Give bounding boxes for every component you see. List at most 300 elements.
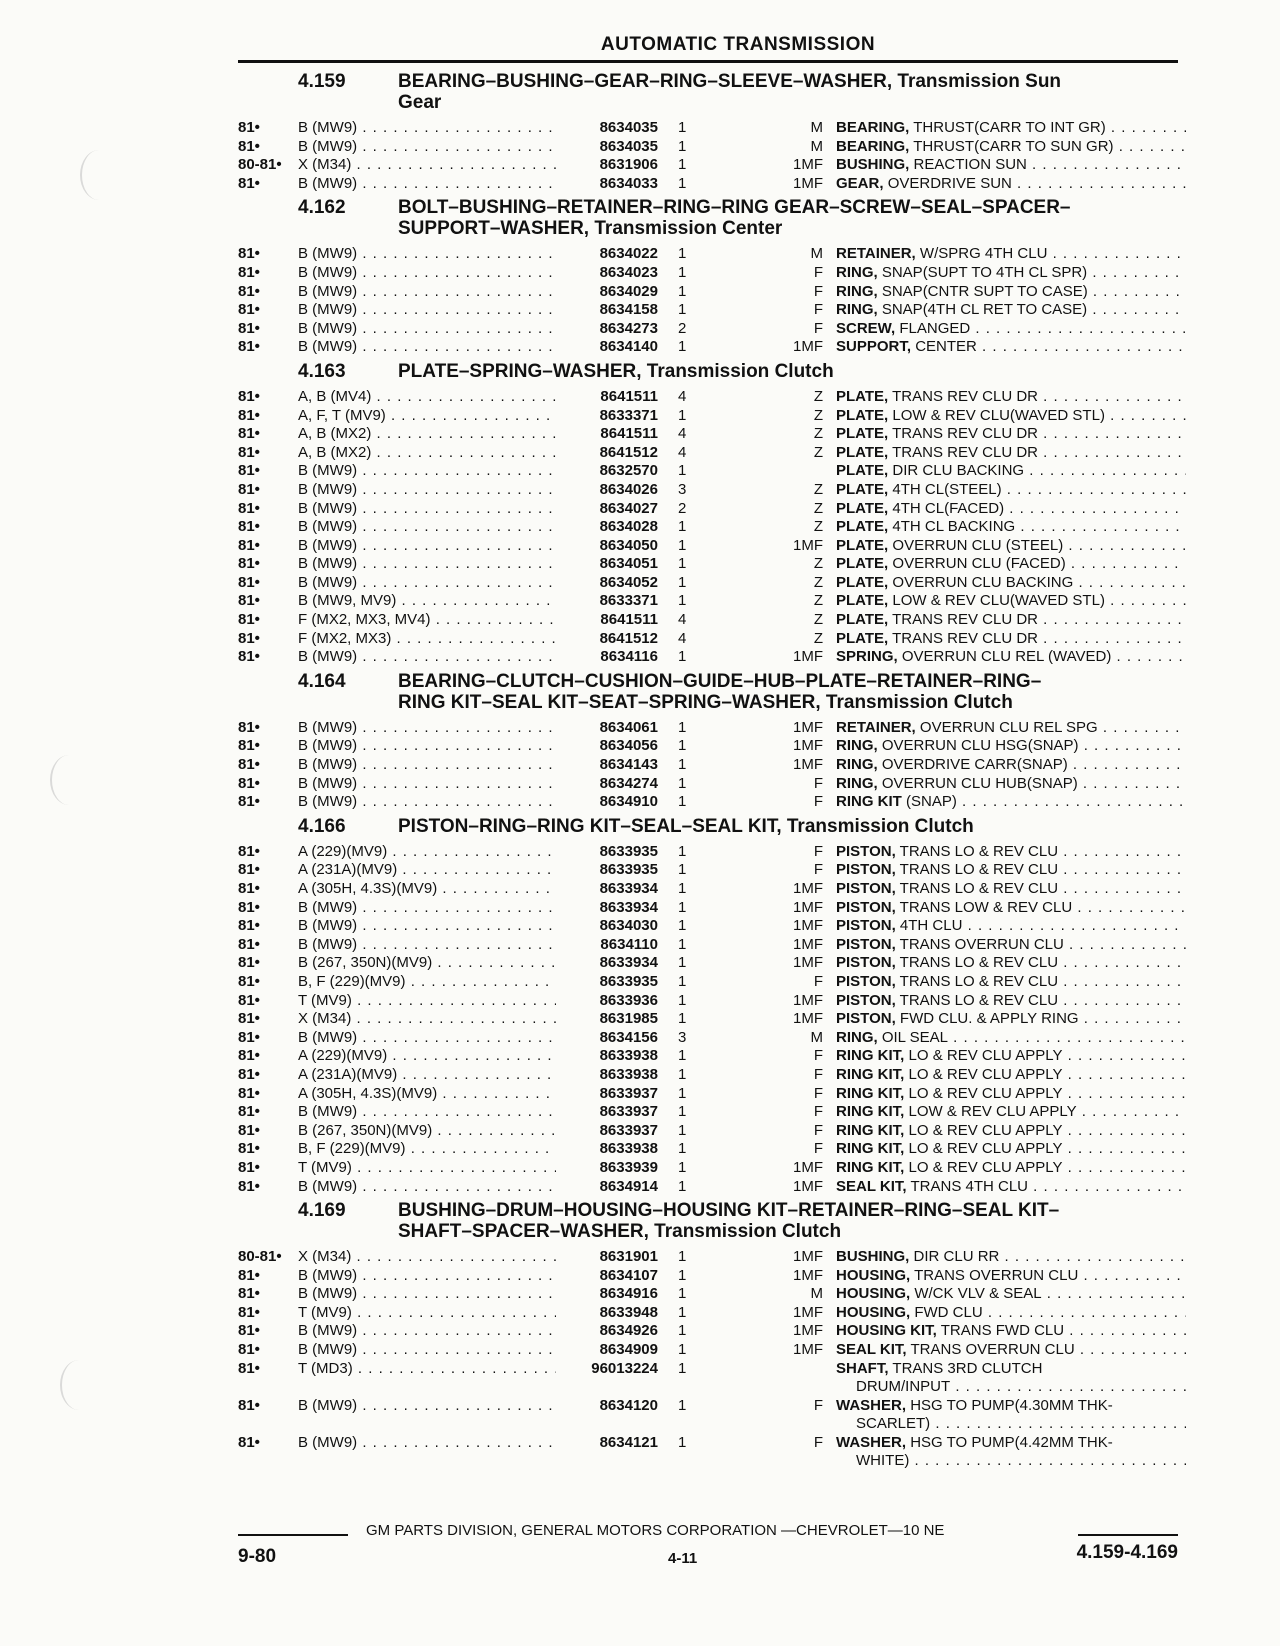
part-name: RING, — [836, 756, 878, 774]
application: A (305H, 4.3S)(MV9) . . . — [298, 880, 556, 898]
part-description — [836, 611, 1186, 629]
part-description — [836, 481, 1186, 499]
part-row — [238, 1267, 1178, 1286]
quantity: 4 — [678, 629, 687, 647]
model-year: 81• — [238, 1341, 260, 1359]
part-row — [238, 388, 1178, 407]
model-year: 80-81• — [238, 156, 282, 174]
punch-hole-mark — [80, 150, 118, 200]
part-description — [836, 1341, 1186, 1359]
part-name: PISTON, — [836, 954, 896, 972]
part-row — [238, 1434, 1178, 1471]
part-detail: TRANS REV CLU DR . . . — [892, 611, 1186, 628]
source-code: 1MF — [793, 156, 823, 174]
part-description — [836, 425, 1186, 443]
part-number: 8634140 — [599, 338, 658, 356]
quantity: 1 — [678, 1121, 687, 1139]
quantity: 1 — [678, 774, 687, 792]
part-detail: OVERRUN CLU REL (WAVED) . . . — [902, 648, 1186, 665]
part-name: SPRING, — [836, 648, 898, 666]
quantity: 1 — [678, 1084, 687, 1102]
part-number: 8634030 — [599, 917, 658, 935]
part-row — [238, 138, 1178, 157]
part-number: 8633938 — [599, 1065, 658, 1083]
source-code: Z — [813, 406, 823, 424]
model-year: 81• — [238, 555, 260, 573]
source-code: F — [813, 263, 823, 281]
model-year: 81• — [238, 480, 260, 498]
model-year: 81• — [238, 991, 260, 1009]
part-detail: W/CK VLV & SEAL . . . — [914, 1285, 1186, 1302]
part-number: 8634926 — [599, 1322, 658, 1340]
model-year: 81• — [238, 573, 260, 591]
part-description — [836, 1322, 1186, 1340]
part-detail: OVERRUN CLU HSG(SNAP) . . . — [882, 737, 1186, 754]
application: B (MW9, MV9) . . . — [298, 592, 556, 610]
part-description — [836, 936, 1186, 954]
part-number: 8634107 — [599, 1266, 658, 1284]
model-year: 81• — [238, 954, 260, 972]
part-name: WASHER, — [836, 1396, 907, 1414]
part-row — [238, 245, 1178, 264]
part-number: 8632570 — [599, 462, 658, 480]
part-description — [836, 301, 1186, 319]
source-code: F — [813, 1047, 823, 1065]
source-code: 1MF — [793, 1248, 823, 1266]
part-row — [238, 537, 1178, 556]
model-year: 81• — [238, 718, 260, 736]
part-detail-continued: DRUM/INPUT . . . — [836, 1378, 1186, 1396]
source-code: F — [813, 1084, 823, 1102]
part-row — [238, 518, 1178, 537]
application: B (MW9) . . . — [298, 936, 556, 954]
model-year: 81• — [238, 1177, 260, 1195]
application: A, B (MV4) . . . — [298, 388, 556, 406]
part-name: PLATE, — [836, 536, 889, 554]
part-detail: TRANS 3RD CLUTCH — [892, 1359, 1043, 1377]
part-name: PISTON, — [836, 880, 896, 897]
part-detail: OVERDRIVE SUN . . . — [888, 175, 1186, 192]
part-detail: TRANS LOW & REV CLU . . . — [900, 899, 1186, 916]
part-description — [836, 138, 1186, 156]
quantity: 1 — [678, 592, 687, 610]
application: X (M34) . . . — [298, 1248, 556, 1266]
part-description — [836, 1066, 1186, 1084]
model-year: 81• — [238, 861, 260, 879]
quantity: 2 — [678, 499, 687, 517]
application: B (MW9) . . . — [298, 175, 556, 193]
part-detail: TRANS REV CLU DR . . . — [892, 444, 1186, 461]
quantity: 1 — [678, 648, 687, 666]
application: A, B (MX2) . . . — [298, 425, 556, 443]
part-description — [836, 756, 1186, 774]
part-row — [238, 1341, 1178, 1360]
part-number: 8633937 — [599, 1103, 658, 1121]
model-year: 81• — [238, 1103, 260, 1121]
part-number: 8633371 — [599, 592, 658, 610]
part-description — [836, 719, 1186, 737]
part-row — [238, 338, 1178, 357]
part-description — [836, 1248, 1186, 1266]
part-number: 8634027 — [599, 499, 658, 517]
quantity: 1 — [678, 1285, 687, 1303]
part-detail: OIL SEAL . . . — [882, 1029, 1186, 1046]
application: T (MD3) . . . — [298, 1360, 556, 1378]
part-description — [836, 1360, 1186, 1378]
part-number: 8633934 — [599, 954, 658, 972]
part-description — [836, 1103, 1186, 1121]
part-row — [238, 1140, 1178, 1159]
source-code: F — [813, 319, 823, 337]
part-description — [836, 320, 1186, 338]
application: B (MW9) . . . — [298, 301, 556, 319]
application: A, F, T (MV9) . . . — [298, 407, 556, 425]
quantity: 4 — [678, 425, 687, 443]
part-row — [238, 555, 1178, 574]
part-number: 8634026 — [599, 480, 658, 498]
model-year: 81• — [238, 1121, 260, 1139]
application: B (MW9) . . . — [298, 775, 556, 793]
part-row — [238, 880, 1178, 899]
model-year: 81• — [238, 1303, 260, 1321]
part-detail: 4TH CLU . . . — [900, 917, 1186, 934]
source-code: M — [810, 245, 823, 263]
model-year: 81• — [238, 935, 260, 953]
quantity: 1 — [678, 1010, 687, 1028]
part-detail: TRANS FWD CLU . . . — [941, 1322, 1186, 1339]
source-code: Z — [813, 499, 823, 517]
quantity: 1 — [678, 880, 687, 897]
page-footer — [238, 1522, 1178, 1566]
part-name: PISTON, — [836, 1010, 896, 1028]
source-code: Z — [813, 387, 823, 405]
part-description — [836, 843, 1186, 861]
part-number: 8634143 — [599, 756, 658, 774]
part-number: 8633935 — [599, 842, 658, 860]
model-year: 81• — [238, 518, 260, 536]
part-detail: HSG TO PUMP(4.30MM THK- — [910, 1396, 1113, 1414]
source-code: F — [813, 1065, 823, 1083]
source-code: 1MF — [793, 1177, 823, 1195]
part-detail: LO & REV CLU APPLY . . . — [909, 1047, 1186, 1064]
part-detail: FLANGED . . . — [899, 320, 1186, 337]
part-name: SEAL KIT, — [836, 1341, 907, 1359]
part-detail: TRANS REV CLU DR . . . — [892, 388, 1186, 405]
quantity: 1 — [678, 174, 687, 192]
part-detail: TRANS LO & REV CLU . . . — [900, 973, 1186, 990]
part-detail: TRANS LO & REV CLU . . . — [900, 861, 1186, 878]
model-year: 81• — [238, 338, 260, 356]
part-row — [238, 630, 1178, 649]
part-detail: LO & REV CLU APPLY . . . — [909, 1140, 1186, 1157]
footer-section-range: 4.159-4.169 — [1076, 1542, 1178, 1563]
model-year: 81• — [238, 793, 260, 811]
part-description — [836, 518, 1186, 536]
part-name: PISTON, — [836, 898, 896, 916]
source-code: F — [813, 972, 823, 990]
part-name: HOUSING, — [836, 1285, 911, 1303]
part-name: RING KIT, — [836, 1140, 905, 1158]
section-number: 4.159 — [298, 71, 346, 92]
part-row — [238, 574, 1178, 593]
part-name: PISTON, — [836, 842, 896, 860]
part-row — [238, 611, 1178, 630]
part-detail: TRANS LO & REV CLU . . . — [900, 992, 1186, 1009]
part-description — [836, 462, 1186, 480]
part-name: PLATE, — [836, 629, 889, 647]
quantity: 1 — [678, 898, 687, 916]
application: B (MW9) . . . — [298, 1322, 556, 1340]
part-description — [836, 1122, 1186, 1140]
quantity: 1 — [678, 1303, 687, 1321]
part-detail: TRANS OVERRUN CLU . . . — [900, 936, 1186, 953]
part-number: 8633935 — [599, 861, 658, 879]
quantity: 1 — [678, 338, 687, 356]
part-row — [238, 1010, 1178, 1029]
part-description — [836, 1397, 1186, 1415]
part-number: 8634028 — [599, 518, 658, 536]
source-code: F — [813, 282, 823, 300]
part-name: RING KIT, — [836, 1084, 905, 1102]
source-code: F — [813, 1121, 823, 1139]
part-description — [836, 630, 1186, 648]
part-number: 8634156 — [599, 1028, 658, 1046]
model-year: 81• — [238, 880, 260, 897]
section-4-163 — [238, 361, 1178, 667]
part-name: RING, — [836, 301, 878, 319]
part-detail-continued: WHITE) . . . — [836, 1452, 1186, 1470]
application: B (MW9) . . . — [298, 555, 556, 573]
section-title: PLATE–SPRING–WASHER, Transmission Clutch — [398, 360, 834, 382]
model-year: 81• — [238, 1359, 260, 1377]
quantity: 4 — [678, 387, 687, 405]
part-number: 8641511 — [600, 611, 658, 629]
part-description — [836, 245, 1186, 263]
model-year: 81• — [238, 137, 260, 155]
source-code: Z — [813, 592, 823, 610]
application: T (MV9) . . . — [298, 1304, 556, 1322]
source-code: M — [810, 1028, 823, 1046]
application: B (MW9) . . . — [298, 500, 556, 518]
part-number: 8634910 — [599, 793, 658, 811]
source-code: Z — [813, 480, 823, 498]
part-detail: OVERRUN CLU (STEEL) . . . — [892, 537, 1186, 554]
part-description — [836, 283, 1186, 301]
section-title: BOLT–BUSHING–RETAINER–RING–RING GEAR–SCREW–SEAL–SPACER– SUPPORT–WASHER, Transmission Center — [398, 197, 1071, 240]
part-number: 8634035 — [599, 137, 658, 155]
part-name: RING KIT — [836, 793, 902, 811]
part-detail: TRANS 4TH CLU . . . — [910, 1178, 1186, 1195]
model-year: 81• — [238, 648, 260, 666]
application: A (231A)(MV9) . . . — [298, 861, 556, 879]
model-year: 81• — [238, 1433, 260, 1451]
part-row — [238, 793, 1178, 812]
part-name: PLATE, — [836, 573, 889, 591]
part-description — [836, 175, 1186, 193]
part-description — [836, 1304, 1186, 1322]
application: B (MW9) . . . — [298, 899, 556, 917]
section-4-162 — [238, 197, 1178, 357]
part-name: RETAINER, — [836, 245, 916, 263]
part-number: 8633934 — [599, 880, 658, 897]
part-name: PISTON, — [836, 935, 896, 953]
part-row — [238, 1248, 1178, 1267]
quantity: 1 — [678, 917, 687, 935]
part-name: GEAR, — [836, 174, 884, 192]
part-row — [238, 917, 1178, 936]
part-number: 8633371 — [599, 406, 658, 424]
part-row — [238, 899, 1178, 918]
model-year: 81• — [238, 263, 260, 281]
part-description — [836, 537, 1186, 555]
part-description — [836, 992, 1186, 1010]
part-name: PISTON, — [836, 991, 896, 1009]
part-detail: (SNAP) . . . — [906, 793, 1186, 810]
application: A, B (MX2) . . . — [298, 444, 556, 462]
part-row — [238, 719, 1178, 738]
part-description — [836, 973, 1186, 991]
part-detail: OVERDRIVE CARR(SNAP) . . . — [882, 756, 1186, 773]
application: B (MW9) . . . — [298, 138, 556, 156]
part-number: 8633937 — [599, 1121, 658, 1139]
quantity: 3 — [678, 480, 687, 498]
part-number: 8634033 — [599, 174, 658, 192]
part-name: SEAL KIT, — [836, 1177, 907, 1195]
punch-hole-mark — [50, 755, 88, 805]
model-year: 81• — [238, 1010, 260, 1028]
model-year: 81• — [238, 774, 260, 792]
footer-page-number: 4-11 — [668, 1550, 698, 1567]
application: B (MW9) . . . — [298, 518, 556, 536]
quantity: 1 — [678, 935, 687, 953]
part-description — [836, 1159, 1186, 1177]
part-row — [238, 119, 1178, 138]
source-code: 1MF — [793, 756, 823, 774]
part-number: 8634121 — [599, 1433, 658, 1451]
part-name: RING KIT, — [836, 1158, 905, 1176]
part-number: 8631906 — [599, 156, 658, 174]
part-detail: HSG TO PUMP(4.42MM THK- — [910, 1433, 1113, 1451]
part-detail: SNAP(4TH CL RET TO CASE) . . . — [882, 301, 1186, 318]
source-code: Z — [813, 573, 823, 591]
part-description — [836, 156, 1186, 174]
model-year: 81• — [238, 174, 260, 192]
model-year: 81• — [238, 319, 260, 337]
part-detail: REACTION SUN . . . — [914, 156, 1186, 173]
part-number: 96013224 — [591, 1359, 658, 1377]
part-row — [238, 425, 1178, 444]
application: B (MW9) . . . — [298, 1397, 556, 1415]
model-year: 81• — [238, 443, 260, 461]
part-name: RING, — [836, 263, 878, 281]
source-code: 1MF — [793, 991, 823, 1009]
part-description — [836, 1285, 1186, 1303]
model-year: 81• — [238, 499, 260, 517]
part-row — [238, 481, 1178, 500]
part-number: 8634023 — [599, 263, 658, 281]
model-year: 81• — [238, 1396, 260, 1414]
quantity: 1 — [678, 406, 687, 424]
source-code: M — [810, 1285, 823, 1303]
section-4-169 — [238, 1200, 1178, 1471]
part-number: 8634909 — [599, 1341, 658, 1359]
quantity: 1 — [678, 1322, 687, 1340]
quantity: 1 — [678, 282, 687, 300]
source-code: F — [813, 793, 823, 811]
part-detail: LOW & REV CLU APPLY . . . — [909, 1103, 1186, 1120]
source-code: F — [813, 861, 823, 879]
application: B (MW9) . . . — [298, 1029, 556, 1047]
quantity: 1 — [678, 1396, 687, 1414]
source-code: F — [813, 774, 823, 792]
part-detail: DIR CLU RR . . . — [914, 1248, 1186, 1265]
part-detail: TRANS REV CLU DR . . . — [892, 630, 1186, 647]
quantity: 3 — [678, 1028, 687, 1046]
source-code: 1MF — [793, 1158, 823, 1176]
part-description — [836, 1178, 1186, 1196]
section-heading — [238, 361, 1178, 382]
part-detail: TRANS OVERRUN CLU . . . — [910, 1341, 1186, 1358]
part-name: RING KIT, — [836, 1103, 905, 1121]
model-year: 81• — [238, 462, 260, 480]
part-detail: TRANS REV CLU DR . . . — [892, 425, 1186, 442]
part-row — [238, 1103, 1178, 1122]
model-year: 81• — [238, 536, 260, 554]
part-description — [836, 737, 1186, 755]
part-detail: TRANS LO & REV CLU . . . — [900, 880, 1186, 897]
part-name: RING KIT, — [836, 1121, 905, 1139]
model-year: 81• — [238, 1266, 260, 1284]
model-year: 81• — [238, 282, 260, 300]
part-description — [836, 574, 1186, 592]
quantity: 1 — [678, 972, 687, 990]
part-number: 8634035 — [599, 119, 658, 136]
part-number: 8634022 — [599, 245, 658, 263]
part-row — [238, 775, 1178, 794]
part-number: 8633938 — [599, 1047, 658, 1065]
part-name: BEARING, — [836, 119, 910, 136]
part-name: HOUSING KIT, — [836, 1322, 937, 1340]
source-code: Z — [813, 629, 823, 647]
section-title: BUSHING–DRUM–HOUSING–HOUSING KIT–RETAINER–RING–SEAL KIT– SHAFT–SPACER–WASHER, Transmission Clutch — [398, 1200, 1060, 1243]
quantity: 1 — [678, 156, 687, 174]
part-description — [836, 407, 1186, 425]
section-4-159 — [238, 71, 1178, 193]
source-code: Z — [813, 425, 823, 443]
part-name: BEARING, — [836, 137, 910, 155]
part-name: RING, — [836, 282, 878, 300]
part-row — [238, 175, 1178, 194]
quantity: 1 — [678, 263, 687, 281]
source-code: F — [813, 1140, 823, 1158]
application: A (229)(MV9) . . . — [298, 1047, 556, 1065]
part-row — [238, 1122, 1178, 1141]
application: B (MW9) . . . — [298, 1267, 556, 1285]
part-description — [836, 793, 1186, 811]
quantity: 1 — [678, 1140, 687, 1158]
part-row — [238, 1047, 1178, 1066]
model-year: 81• — [238, 1028, 260, 1046]
part-detail: LO & REV CLU APPLY . . . — [909, 1159, 1186, 1176]
application: A (229)(MV9) . . . — [298, 843, 556, 861]
source-code: F — [813, 1103, 823, 1121]
part-number: 8634050 — [599, 536, 658, 554]
application: B (MW9) . . . — [298, 338, 556, 356]
part-number: 8633935 — [599, 972, 658, 990]
section-heading — [238, 197, 1178, 239]
section-title: BEARING–CLUTCH–CUSHION–GUIDE–HUB–PLATE–RETAINER–RING– RING KIT–SEAL KIT–SEAT–SPRING–WASHER, Transmission Clutch — [398, 670, 1042, 713]
source-code: F — [813, 1396, 823, 1414]
